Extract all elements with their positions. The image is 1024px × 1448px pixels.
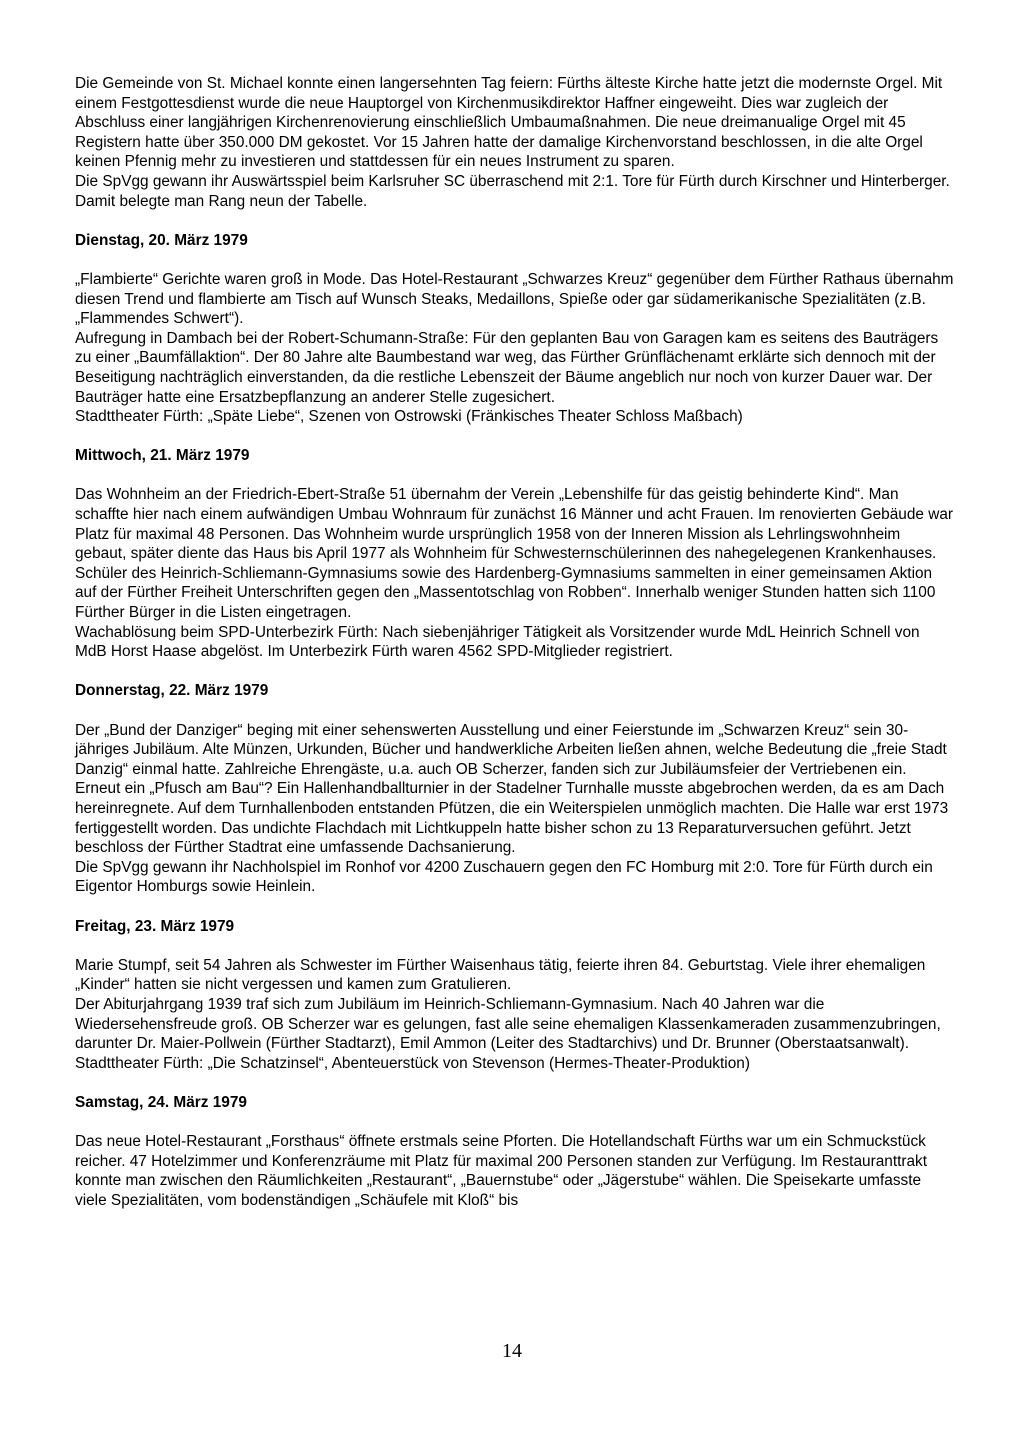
section-heading: Donnerstag, 22. März 1979: [75, 682, 269, 700]
section-paragraph: Die SpVgg gewann ihr Nachholspiel im Ronhof vor 4200 Zuschauern gegen den FC Homburg mit 2:0. Tore für Fürth durch ein Eigentor Homburgs sowie Heinlein.: [75, 858, 933, 896]
section-mittwoch: [75, 446, 955, 662]
section-samstag: [75, 1093, 955, 1211]
section-heading: Mittwoch, 21. März 1979: [75, 447, 250, 465]
section-paragraph: Das neue Hotel-Restaurant „Forsthaus“ öffnete erstmals seine Pforten. Die Hotellandschaft Fürths war um ein Schmuckstück reicher. 47 Hotelzimmer und Konferenzräume mit Platz für maximal 200 Personen standen zur Verfügung. Im Restauranttrakt konnte man zwischen den Räumlichkeiten „Restaurant“, „Bauernstube“ oder „Jägerstube“ wählen. Die Speisekarte umfasste viele Spezialitäten, vom bodenständigen „Schäufele mit Kloß“ bis: [75, 1133, 928, 1209]
section-paragraph: „Flambierte“ Gerichte waren groß in Mode. Das Hotel-Restaurant „Schwarzes Kreuz“ gegenüber dem Fürther Rathaus übernahm diesen Trend und flambierte am Tisch auf Wunsch Steaks, Medaillons, Spieße oder gar südamerikanische Spezialitäten (z.B. „Flammendes Schwert“).: [75, 270, 954, 328]
intro-block: [75, 74, 955, 211]
section-paragraph: Schüler des Heinrich-Schliemann-Gymnasiums sowie des Hardenberg-Gymnasiums sammelten in einer gemeinsamen Aktion auf der Fürther Freiheit Unterschriften gegen den „Massentotschlag von Robben“. Innerhalb weniger Stunden hatten sich 1100 Fürther Bürger in die Listen eingetragen.: [75, 564, 936, 622]
section-paragraph: Aufregung in Dambach bei der Robert-Schumann-Straße: Für den geplanten Bau von Garagen kam es seitens des Bauträgers zu einer „Baumfällaktion“. Der 80 Jahre alte Baumbestand war weg, das Fürther Grünflächenamt erklärte sich dennoch mit der Beseitigung nachträglich einverstanden, da die restliche Lebenszeit der Bäume angeblich nur noch von kurzer Dauer war. Der Bauträger hatte eine Ersatzbepflanzung an anderer Stelle zugesichert.: [75, 329, 939, 406]
section-paragraph: Der Abiturjahrgang 1939 traf sich zum Jubiläum im Heinrich-Schliemann-Gymnasium. Nach 40 Jahren war die Wiedersehensfreude groß. OB Scherzer war es gelungen, fast alle seine ehemaligen Klassenkameraden zusammenzubringen, darunter Dr. Maier-Pollwein (Fürther Stadtarzt), Emil Ammon (Leiter des Stadtarchivs) und Dr. Brunner (Oberstaatsanwalt).: [75, 995, 941, 1053]
section-paragraph: Marie Stumpf, seit 54 Jahren als Schwester im Fürther Waisenhaus tätig, feierte ihren 84. Geburtstag. Viele ihrer ehemaligen „Kinder“ hatten sie nicht vergessen und kamen zum Gratulieren.: [75, 956, 926, 994]
section-paragraph: Das Wohnheim an der Friedrich-Ebert-Straße 51 übernahm der Verein „Lebenshilfe für das geistig behinderte Kind“. Man schaffte hier nach einem aufwändigen Umbau Wohnraum für zunächst 16 Männer und acht Frauen. Im renovierten Gebäude war Platz für maximal 48 Personen. Das Wohnheim wurde ursprünglich 1958 von der Inneren Mission als Lehrlingswohnheim gebaut, später diente das Haus bis April 1977 als Wohnheim für Schwesternschülerinnen des nahegelegenen Krankenhauses.: [75, 486, 954, 563]
section-heading: Dienstag, 20. März 1979: [75, 231, 248, 249]
document-page: [75, 74, 955, 1210]
section-dienstag: [75, 231, 955, 427]
section-heading: Samstag, 24. März 1979: [75, 1093, 247, 1111]
intro-paragraph: Die SpVgg gewann ihr Auswärtsspiel beim Karlsruher SC überraschend mit 2:1. Tore für Fürth durch Kirschner und Hinterberger. Damit belegte man Rang neun der Tabelle.: [75, 172, 950, 210]
section-paragraph: Stadttheater Fürth: „Die Schatzinsel“, Abenteuerstück von Stevenson (Hermes-Theater-Produktion): [75, 1054, 750, 1072]
page-number: 14: [502, 1340, 522, 1362]
section-paragraph: Erneut ein „Pfusch am Bau“? Ein Hallenhandballturnier in der Stadelner Turnhalle musste abgebrochen werden, da es am Dach hereinregnete. Auf dem Turnhallenboden entstanden Pfützen, die ein Weiterspielen unmöglich machten. Die Halle war erst 1973 fertiggestellt worden. Das undichte Flachdach mit Lichtkuppeln hatte bisher schon zu 13 Reparaturversuchen geführt. Jetzt beschloss der Fürther Stadtrat eine umfassende Dachsanierung.: [75, 780, 949, 857]
section-paragraph: Stadttheater Fürth: „Späte Liebe“, Szenen von Ostrowski (Fränkisches Theater Schloss Maßbach): [75, 408, 743, 426]
intro-paragraph: Die Gemeinde von St. Michael konnte einen langersehnten Tag feiern: Fürths älteste Kirche hatte jetzt die modernste Orgel. Mit einem Festgottesdienst wurde die neue Hauptorgel von Kirchenmusikdirektor Haffner eingeweiht. Dies war zugleich der Abschluss einer langjährigen Kirchenrenovierung einschließlich Umbaumaßnahmen. Die neue dreimanualige Orgel mit 45 Registern hatte über 350.000 DM gekostet. Vor 15 Jahren hatte der damalige Kirchenvorstand beschlossen, in die alte Orgel keinen Pfennig mehr zu investieren und stattdessen für ein neues Instrument zu sparen.: [75, 75, 943, 171]
section-donnerstag: [75, 681, 955, 897]
section-heading: Freitag, 23. März 1979: [75, 917, 235, 935]
section-freitag: [75, 917, 955, 1074]
section-paragraph: Der „Bund der Danziger“ beging mit einer sehenswerten Ausstellung und einer Feierstunde im „Schwarzen Kreuz“ sein 30-jähriges Jubiläum. Alte Münzen, Urkunden, Bücher und handwerkliche Arbeiten ließen ahnen, welche Bedeutung die „freie Stadt Danzig“ einmal hatte. Zahlreiche Ehrengäste, u.a. auch OB Scherzer, fanden sich zur Jubiläumsfeier der Vertriebenen ein.: [75, 721, 947, 778]
section-paragraph: Wachablösung beim SPD-Unterbezirk Fürth: Nach siebenjähriger Tätigkeit als Vorsitzender wurde MdL Heinrich Schnell von MdB Horst Haase abgelöst. Im Unterbezirk Fürth waren 4562 SPD-Mitglieder registriert.: [75, 623, 920, 661]
